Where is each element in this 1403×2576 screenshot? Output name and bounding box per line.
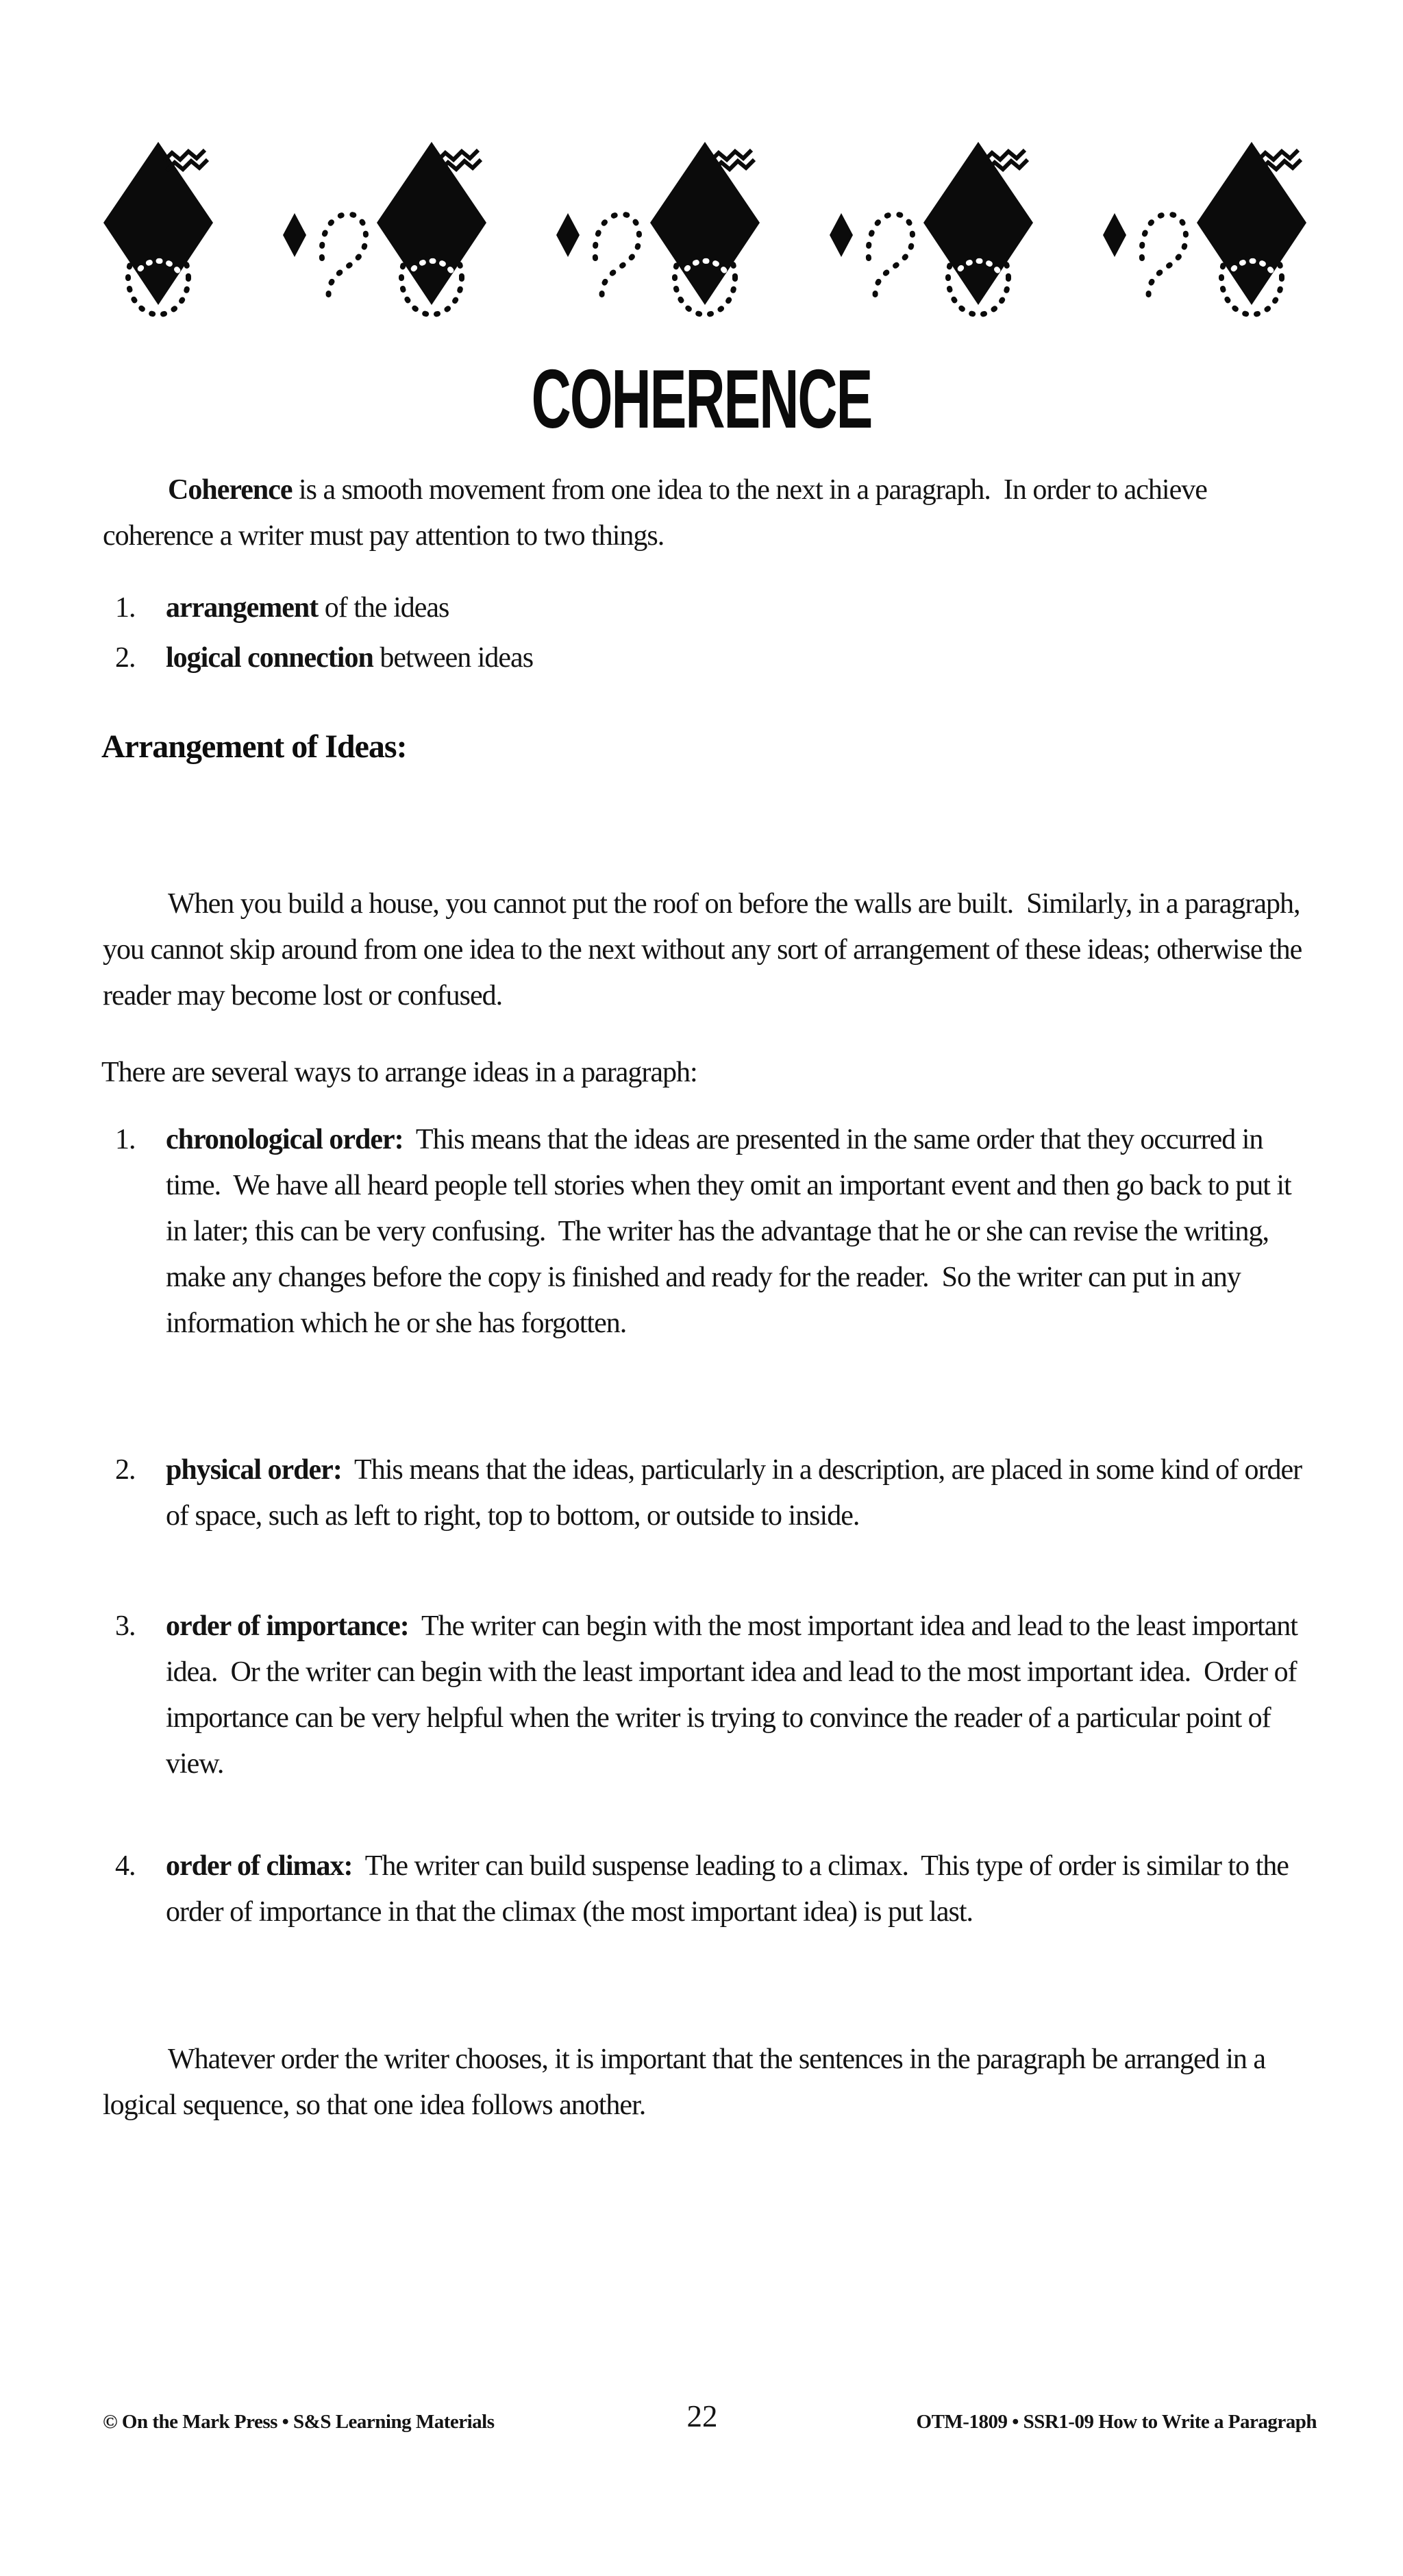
list-text bbox=[166, 634, 1211, 682]
mortarboard-diamond-icon bbox=[1197, 142, 1306, 315]
mortarboard-diamond-icon bbox=[650, 142, 760, 315]
list-item bbox=[115, 634, 1211, 682]
list-term: arrangement bbox=[166, 592, 319, 624]
list-number: 1. bbox=[115, 592, 136, 624]
list-term: order of climax: bbox=[166, 1850, 353, 1882]
list-number: 2. bbox=[115, 1454, 136, 1486]
list-rest: of the ideas bbox=[318, 592, 449, 624]
list-item-physical-order bbox=[115, 1447, 1318, 1539]
list-text bbox=[166, 1447, 1318, 1539]
section-heading: Arrangement of Ideas: bbox=[101, 728, 407, 765]
mortarboard-diamond-icon bbox=[377, 142, 486, 315]
intro-rest: is a smooth movement from one idea to the next in a paragraph. In order to achieve coherence a writer must pay attention to two things. bbox=[103, 474, 1214, 552]
ways-line: There are several ways to arrange ideas in a paragraph: bbox=[101, 1057, 697, 1088]
dotted-swirl-icon bbox=[830, 213, 912, 299]
footer-product-code: OTM-1809 • SSR1-09 How to Write a Paragraph bbox=[916, 2411, 1317, 2433]
list-desc: This means that the ideas are presented in the same order that they occurred in time. We have all heard people tell stories when they omit an important event and then go back to put it in later; this can be very confusing. The writer has the advantage that he or she can revise the writing, make any changes before the copy is finished and ready for the reader. So the writer can put in any information which he or she has forgotten. bbox=[166, 1124, 1298, 1339]
list-term: logical connection bbox=[166, 642, 373, 674]
dotted-swirl-icon bbox=[283, 213, 366, 299]
page-number: 22 bbox=[686, 2399, 718, 2433]
intro-paragraph bbox=[103, 467, 1308, 559]
list-number: 1. bbox=[115, 1124, 136, 1155]
mortarboard-diamond-icon bbox=[923, 142, 1033, 315]
dotted-swirl-icon bbox=[556, 213, 639, 299]
list-term: physical order: bbox=[166, 1454, 342, 1486]
list-term: chronological order: bbox=[166, 1124, 403, 1155]
list-item-order-of-importance bbox=[115, 1604, 1318, 1787]
list-desc: The writer can build suspense leading to a climax. This type of order is similar to the order of importance in that the climax (the most important idea) is put last. bbox=[166, 1850, 1295, 1928]
dotted-swirl-icon bbox=[1103, 213, 1186, 299]
list-text bbox=[166, 1843, 1318, 1935]
decorative-banner bbox=[88, 140, 1315, 327]
list-term: order of importance: bbox=[166, 1610, 409, 1642]
list-text bbox=[166, 1117, 1318, 1347]
list-item bbox=[115, 584, 1211, 632]
footer-copyright: © On the Mark Press • S&S Learning Materials bbox=[103, 2411, 495, 2433]
list-item-chronological-order bbox=[115, 1117, 1318, 1347]
list-number: 3. bbox=[115, 1610, 136, 1642]
list-desc: This means that the ideas, particularly in a description, are placed in some kind of order of space, such as left to right, top to bottom, or outside to inside. bbox=[166, 1454, 1308, 1532]
list-desc: The writer can begin with the most important idea and lead to the least important idea. Or the writer can begin with the least important idea and lead to the most important idea. Order of importance can be very helpful when the writer is trying to convince the reader of a particular point of view. bbox=[166, 1610, 1304, 1780]
list-number: 2. bbox=[115, 642, 136, 674]
house-paragraph: When you build a house, you cannot put the roof on before the walls are built. Similarly, in a paragraph, you cannot skip around from one idea to the next without any sort of arrangement of these ideas; otherwise the reader may become lost or confused. bbox=[103, 888, 1308, 1011]
mortarboard-diamond-icon bbox=[103, 142, 213, 315]
intro-lead-word: Coherence bbox=[168, 474, 293, 506]
page-title: COHERENCE bbox=[531, 352, 872, 445]
list-text bbox=[166, 1604, 1318, 1787]
list-rest: between ideas bbox=[373, 642, 534, 674]
closing-paragraph: Whatever order the writer chooses, it is important that the sentences in the paragraph be arranged in a logical sequence, so that one idea follows another. bbox=[103, 2044, 1272, 2121]
list-number: 4. bbox=[115, 1850, 136, 1882]
list-item-order-of-climax bbox=[115, 1843, 1318, 1935]
list-text bbox=[166, 584, 1211, 632]
attention-list bbox=[115, 584, 1211, 682]
